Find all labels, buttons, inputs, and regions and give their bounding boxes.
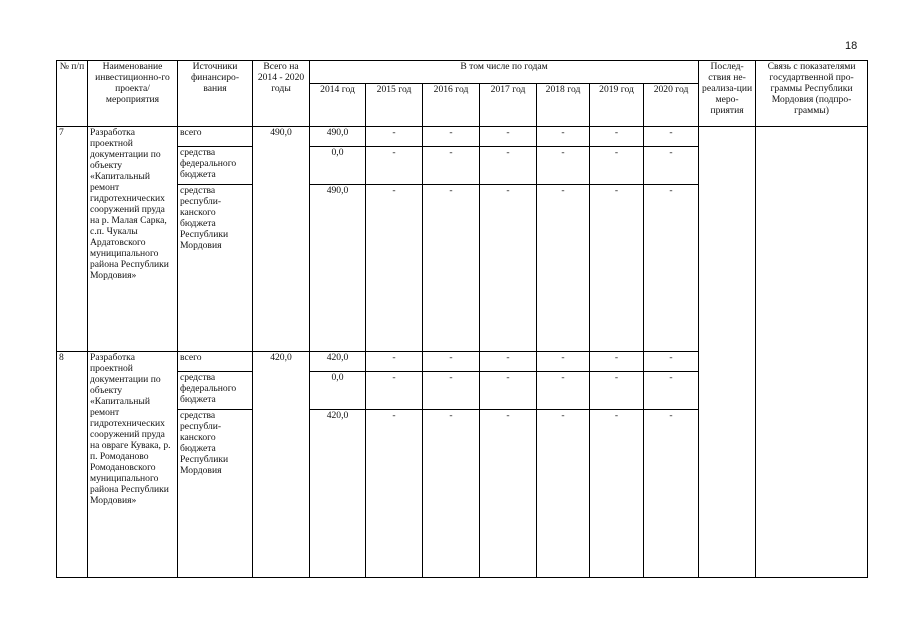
row-total: 490,0 — [253, 127, 310, 352]
header-num: № п/п — [57, 61, 88, 127]
header-consequences: Послед-ствия не-реализа-ции меро-приятия — [699, 61, 756, 127]
page-number: 18 — [845, 40, 858, 52]
row-year-value: 0,0 — [310, 147, 366, 185]
row-year-value: - — [480, 352, 537, 372]
row-year-value: - — [366, 127, 423, 147]
header-year: 2020 год — [644, 84, 699, 127]
row-year-value: 420,0 — [310, 352, 366, 372]
row-year-value: - — [480, 147, 537, 185]
header-year: 2016 год — [423, 84, 480, 127]
row-source: всего — [178, 352, 253, 372]
row-name: Разработка проектной документации по объекту «Капитальный ремонт гидротехнических сооружений пруда на овраге Кувака, р. п. Ромоданово Ромодановского муниципального района Республики Мордовия» — [88, 352, 178, 578]
row-year-value: 490,0 — [310, 185, 366, 352]
row-year-value: - — [366, 372, 423, 410]
row-year-value: - — [537, 147, 590, 185]
row-year-value: - — [644, 352, 699, 372]
row-year-value: - — [480, 185, 537, 352]
row-year-value: - — [423, 127, 480, 147]
row-source: средства федерального бюджета — [178, 372, 253, 410]
row-source: всего — [178, 127, 253, 147]
row-year-value: - — [480, 410, 537, 578]
row-year-value: - — [537, 352, 590, 372]
header-sources: Источники финансиро-вания — [178, 61, 253, 127]
row-year-value: - — [423, 147, 480, 185]
row-source: средства республи-канского бюджета Республики Мордовия — [178, 410, 253, 578]
row-year-value: - — [644, 127, 699, 147]
row-year-value: 420,0 — [310, 410, 366, 578]
row-year-value: - — [537, 410, 590, 578]
header-year: 2018 год — [537, 84, 590, 127]
row-year-value: - — [423, 352, 480, 372]
row-year-value: - — [366, 410, 423, 578]
row-year-value: - — [590, 410, 644, 578]
row-year-value: - — [644, 372, 699, 410]
header-years-group: В том числе по годам — [310, 61, 699, 84]
row-year-value: - — [423, 372, 480, 410]
row-year-value: - — [366, 352, 423, 372]
row-year-value: - — [590, 372, 644, 410]
row-year-value: - — [590, 185, 644, 352]
row-year-value: 0,0 — [310, 372, 366, 410]
row-year-value: - — [590, 147, 644, 185]
header-year: 2019 год — [590, 84, 644, 127]
row-name: Разработка проектной документации по объекту «Капитальный ремонт гидротехнических сооружений пруда на р. Малая Сарка, с.п. Чукалы Ардатовского муниципального района Республики Мордовия» — [88, 127, 178, 352]
header-total: Всего на 2014 - 2020 годы — [253, 61, 310, 127]
row-year-value: 490,0 — [310, 127, 366, 147]
row-year-value: - — [423, 185, 480, 352]
row-year-value: - — [644, 185, 699, 352]
row-year-value: - — [480, 372, 537, 410]
row-year-value: - — [480, 127, 537, 147]
row-link — [756, 127, 868, 578]
row-year-value: - — [644, 410, 699, 578]
row-year-value: - — [644, 147, 699, 185]
row-source: средства федерального бюджета — [178, 147, 253, 185]
row-year-value: - — [366, 147, 423, 185]
row-consequences — [699, 127, 756, 578]
row-num: 8 — [57, 352, 88, 578]
row-total: 420,0 — [253, 352, 310, 578]
header-year: 2014 год — [310, 84, 366, 127]
row-year-value: - — [537, 372, 590, 410]
header-link: Связь с показателями государтвенной про-граммы Республики Мордовия (подпро-граммы) — [756, 61, 868, 127]
row-source: средства республи-канского бюджета Республики Мордовия — [178, 185, 253, 352]
header-year: 2017 год — [480, 84, 537, 127]
row-year-value: - — [590, 127, 644, 147]
table-row — [57, 127, 868, 147]
header-name: Наименование инвестиционно-го проекта/ мероприятия — [88, 61, 178, 127]
investment-table — [56, 60, 868, 578]
header-year: 2015 год — [366, 84, 423, 127]
row-year-value: - — [537, 185, 590, 352]
row-year-value: - — [366, 185, 423, 352]
row-year-value: - — [423, 410, 480, 578]
row-year-value: - — [537, 127, 590, 147]
row-year-value: - — [590, 352, 644, 372]
row-num: 7 — [57, 127, 88, 352]
